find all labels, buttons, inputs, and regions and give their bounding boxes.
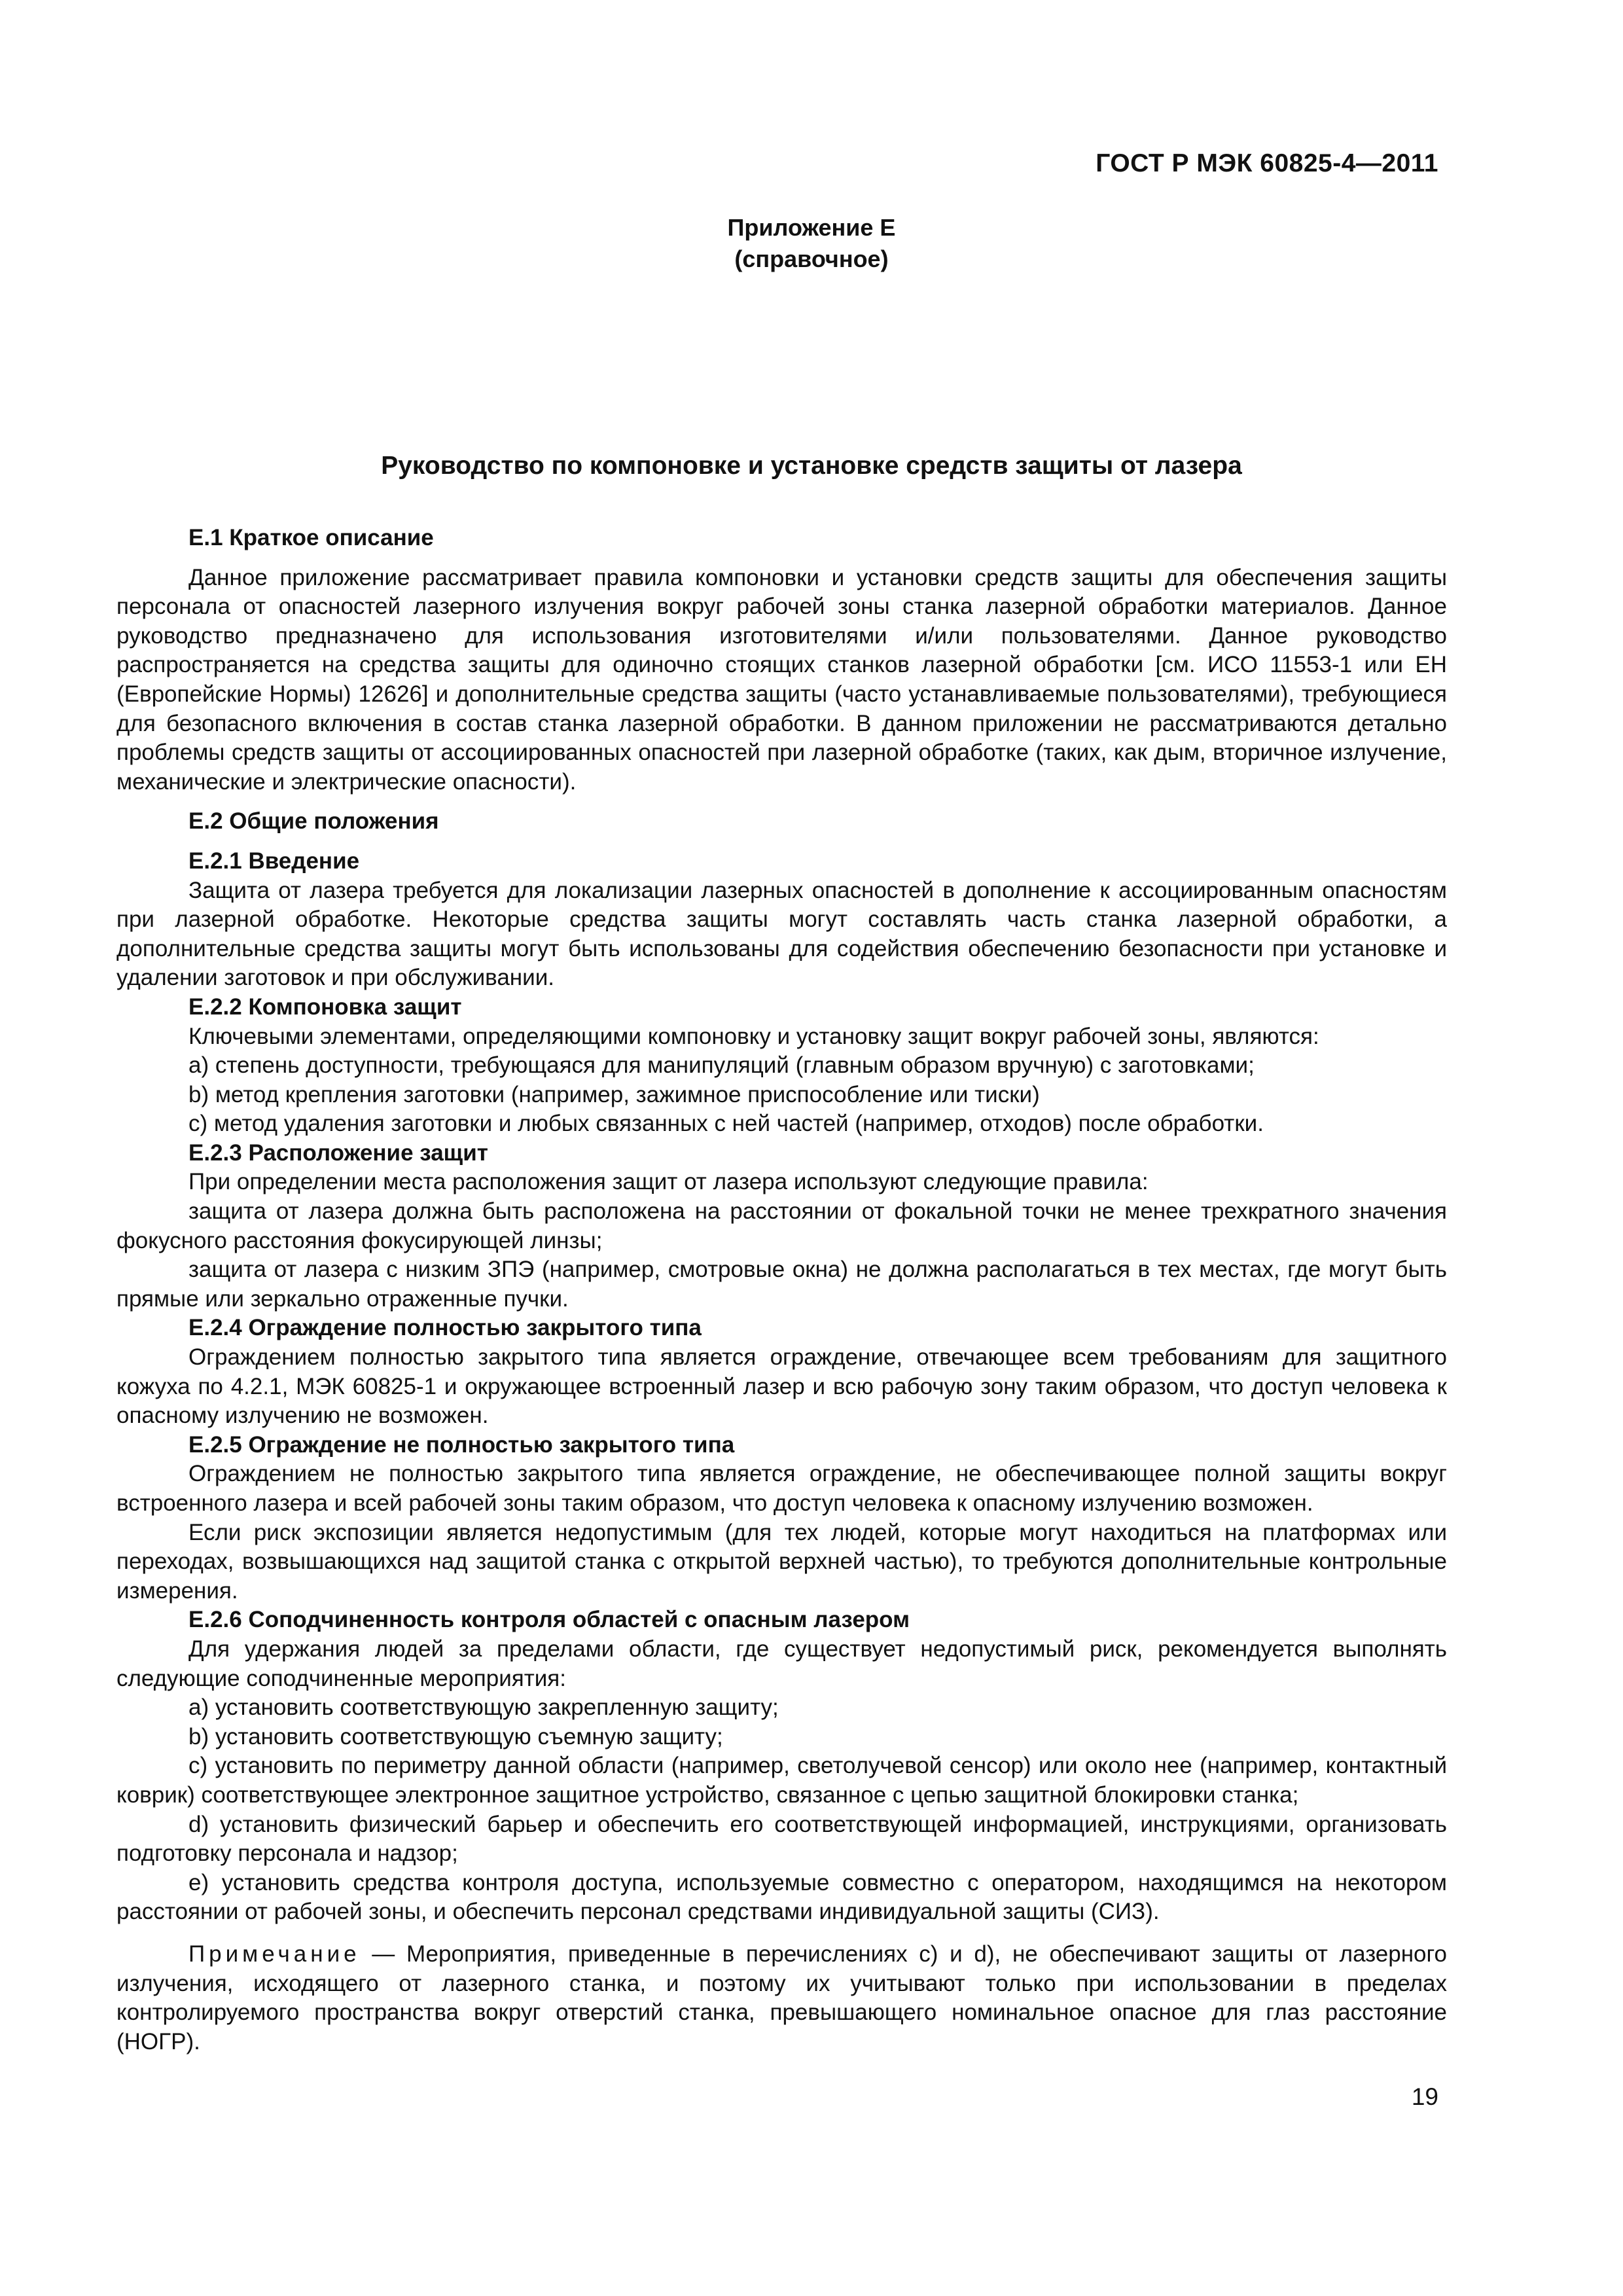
- page-number: 19: [1411, 2083, 1438, 2110]
- list-item: e) установить средства контроля доступа, используемые совместно с оператором, находящимся на некотором расстоянии от рабочей зоны, и обеспечить персонал средствами индивидуальной защиты (СИЗ).: [116, 1869, 1447, 1925]
- paragraph: защита от лазера с низким ЗПЭ (например, смотровые окна) не должна располагаться в тех местах, где могут быть прямые или зеркально отраженные пучки.: [116, 1257, 1447, 1312]
- section-heading-e25: Е.2.5 Ограждение не полностью закрытого типа: [188, 1431, 735, 1458]
- paragraph: Защита от лазера требуется для локализации лазерных опасностей в дополнение к ассоциированным опасностям при лазерной обработке. Некоторые средства защиты могут составлять часть станка лазерной обработки, а дополнительные средства защиты могут быть использованы для содействия обеспечению безопасности при установке и удалении заготовок и при обслуживании.: [116, 877, 1447, 991]
- paragraph: Если риск экспозиции является недопустимым (для тех людей, которые могут находиться на платформах или переходах, возвышающихся над защитой станка с открытой верхней частью), то требуются дополнительные контрольные измерения.: [116, 1519, 1447, 1604]
- section-heading-e21: Е.2.1 Введение: [188, 848, 360, 874]
- section-heading-e1: Е.1 Краткое описание: [188, 525, 434, 550]
- document-body: [116, 524, 1447, 2056]
- section-heading-e22: Е.2.2 Компоновка защит: [188, 994, 462, 1020]
- section-heading-e24: Е.2.4 Ограждение полностью закрытого типа: [188, 1315, 702, 1341]
- annex-title: Приложение Е: [727, 214, 896, 241]
- paragraph: Ограждением полностью закрытого типа является ограждение, отвечающее всем требованиям для защитного кожуха по 4.2.1, МЭК 60825-1 и окружающее встроенный лазер и всю рабочую зону таким образом, что доступ человека к опасному излучению не возможен.: [116, 1344, 1447, 1429]
- list-item: a) установить соответствующую закрепленную защиту;: [188, 1695, 779, 1721]
- annex-kind: (справочное): [734, 245, 889, 272]
- note-label: Примечание: [188, 1941, 361, 1967]
- section-heading-e2: Е.2 Общие положения: [188, 808, 439, 834]
- section-heading-e23: Е.2.3 Расположение защит: [188, 1139, 488, 1166]
- note-paragraph: [116, 1940, 1447, 2056]
- note-text: — Мероприятия, приведенные в перечислениях c) и d), не обеспечивают защиты от лазерного излучения, исходящего от лазерного станка, и поэтому их учитывают только при использовании в пределах контролируемого пространства вокруг отверстий станка, превышающего номинальное опасное для глаз расстояние (НОГР).: [116, 1941, 1447, 2054]
- paragraph: Ключевыми элементами, определяющими компоновку и установку защит вокруг рабочей зоны, являются:: [188, 1023, 1319, 1049]
- list-item: b) метод крепления заготовки (например, зажимное приспособление или тиски): [188, 1081, 1040, 1107]
- paragraph: При определении места расположения защит от лазера используют следующие правила:: [188, 1169, 1149, 1195]
- document-title: Руководство по компоновке и установке средств защиты от лазера: [381, 452, 1242, 480]
- list-item: b) установить соответствующую съемную защиту;: [188, 1723, 723, 1749]
- spacer: [116, 1927, 1447, 1940]
- list-item: a) степень доступности, требующаяся для манипуляций (главным образом вручную) с заготовками;: [188, 1052, 1255, 1079]
- paragraph: Данное приложение рассматривает правила компоновки и установки средств защиты для обеспечения защиты персонала от опасностей лазерного излучения вокруг рабочей зоны станка лазерной обработки материалов. Данное руководство предназначено для использования изготовителями и/или пользователями. Данное руководство распространяется на средства защиты для одиночно стоящих станков лазерной обработки [см. ИСО 11553-1 или ЕН (Европейские Нормы) 12626] и дополнительные средства защиты (часто устанавливаемые пользователями), требующиеся для безопасного включения в состав станка лазерной обработки. В данном приложении не рассматриваются детально проблемы средств защиты от ассоциированных опасностей при лазерной обработке (таких, как дым, вторичное излучение, механические и электрические опасности).: [116, 564, 1447, 795]
- document-code: ГОСТ Р МЭК 60825-4—2011: [1096, 149, 1438, 177]
- list-item: c) установить по периметру данной области (например, светолучевой сенсор) или около нее (например, контактный коврик) соответствующее электронное защитное устройство, связанное с цепью защитной блокировки станка;: [116, 1753, 1447, 1808]
- list-item: c) метод удаления заготовки и любых связанных с ней частей (например, отходов) после обработки.: [188, 1111, 1264, 1137]
- paragraph: защита от лазера должна быть расположена на расстоянии от фокальной точки не менее трехкратного значения фокусного расстояния фокусирующей линзы;: [116, 1198, 1447, 1253]
- section-heading-e26: Е.2.6 Соподчиненность контроля областей с опасным лазером: [188, 1607, 910, 1633]
- spacer: [116, 836, 1447, 847]
- paragraph: Для удержания людей за пределами области, где существует недопустимый риск, рекомендуется выполнять следующие соподчиненные мероприятия:: [116, 1636, 1447, 1691]
- spacer: [116, 553, 1447, 564]
- list-item: d) установить физический барьер и обеспечить его соответствующей информацией, инструкциями, организовать подготовку персонала и надзор;: [116, 1811, 1447, 1867]
- paragraph: Ограждением не полностью закрытого типа является ограждение, не обеспечивающее полной защиты вокруг встроенного лазера и всей рабочей зоны таким образом, что доступ человека к опасному излучению возможен.: [116, 1461, 1447, 1516]
- spacer: [116, 797, 1447, 807]
